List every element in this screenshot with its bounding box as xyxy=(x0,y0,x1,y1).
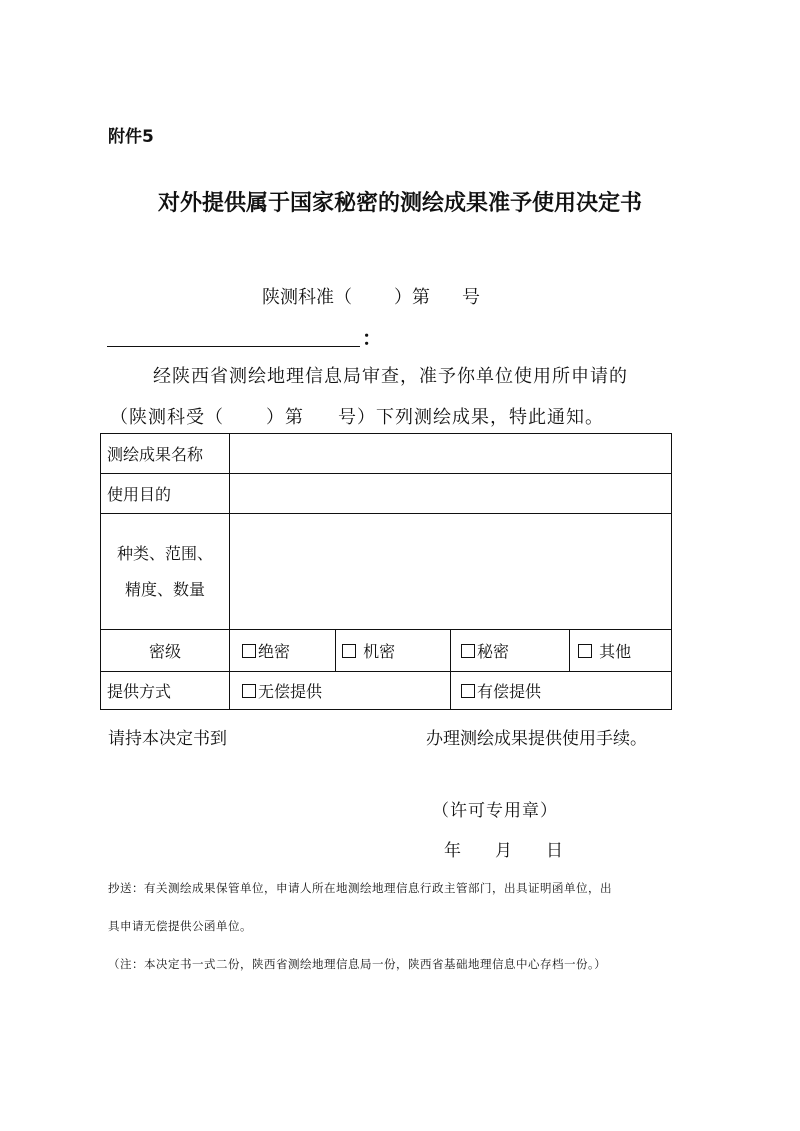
level-label: 密级 xyxy=(101,630,230,672)
purpose-label: 使用目的 xyxy=(101,474,230,514)
doc-number-prefix: 陕测科准（ xyxy=(262,287,352,308)
cc-line-2: 具申请无偿提供公函单位。 xyxy=(108,919,252,933)
checkbox-icon[interactable] xyxy=(461,644,475,658)
date-year: 年 xyxy=(444,841,461,861)
checkbox-icon[interactable] xyxy=(242,644,256,658)
checkbox-icon[interactable] xyxy=(578,644,592,658)
date-line xyxy=(444,836,563,861)
instruction-right: 办理测绘成果提供使用手续。 xyxy=(426,729,647,749)
table-row-method xyxy=(101,672,672,710)
name-label: 测绘成果名称 xyxy=(101,434,230,474)
date-day: 日 xyxy=(546,841,563,861)
name-value xyxy=(230,434,672,474)
body-line-2-part-c: 号）下列测绘成果，特此通知。 xyxy=(338,407,604,428)
purpose-value xyxy=(230,474,672,514)
scope-label xyxy=(101,514,230,630)
method-option-free[interactable]: 无偿提供 xyxy=(230,672,451,710)
scope-label-line-2: 精度、数量 xyxy=(124,579,205,599)
body-line-2 xyxy=(110,403,604,429)
table-row-level xyxy=(101,630,672,672)
recipient-colon: ： xyxy=(362,326,382,350)
doc-number-close: ）第 xyxy=(394,287,430,308)
level-option-secret[interactable]: 机密 xyxy=(336,630,451,672)
checkbox-icon[interactable] xyxy=(461,684,475,698)
footnote: （注：本决定书一式二份，陕西省测绘地理信息局一份，陕西省基础地理信息中心存档一份。） xyxy=(108,957,607,971)
level-option-top-secret[interactable]: 绝密 xyxy=(230,630,336,672)
table-row-purpose xyxy=(101,474,672,514)
seal-label: （许可专用章） xyxy=(432,801,558,821)
scope-value xyxy=(230,514,672,630)
cc-line-1: 抄送：有关测绘成果保管单位，申请人所在地测绘地理信息行政主管部门，出具证明函单位，出 xyxy=(108,881,612,895)
level-option-confidential[interactable]: 秘密 xyxy=(451,630,570,672)
date-month: 月 xyxy=(495,841,512,861)
method-option-paid[interactable]: 有偿提供 xyxy=(451,672,672,710)
checkbox-icon[interactable] xyxy=(242,684,256,698)
results-table xyxy=(100,433,672,710)
document-number xyxy=(262,283,480,309)
checkbox-icon[interactable] xyxy=(342,644,356,658)
recipient-blank-line xyxy=(107,346,360,347)
body-line-2-part-a: （陕测科受（ xyxy=(110,407,224,428)
level-option-other[interactable]: 其他 xyxy=(570,630,672,672)
doc-number-suffix: 号 xyxy=(462,287,480,308)
method-label: 提供方式 xyxy=(101,672,230,710)
attachment-label: 附件5 xyxy=(108,127,154,147)
body-line-1: 经陕西省测绘地理信息局审查，准予你单位使用所申请的 xyxy=(153,366,628,387)
table-row-scope xyxy=(101,514,672,630)
body-line-2-part-b: ）第 xyxy=(266,407,304,428)
document-title: 对外提供属于国家秘密的测绘成果准予使用决定书 xyxy=(157,191,642,216)
table-row-name xyxy=(101,434,672,474)
instruction-left: 请持本决定书到 xyxy=(108,729,227,749)
scope-label-line-1: 种类、范围、 xyxy=(116,543,213,563)
